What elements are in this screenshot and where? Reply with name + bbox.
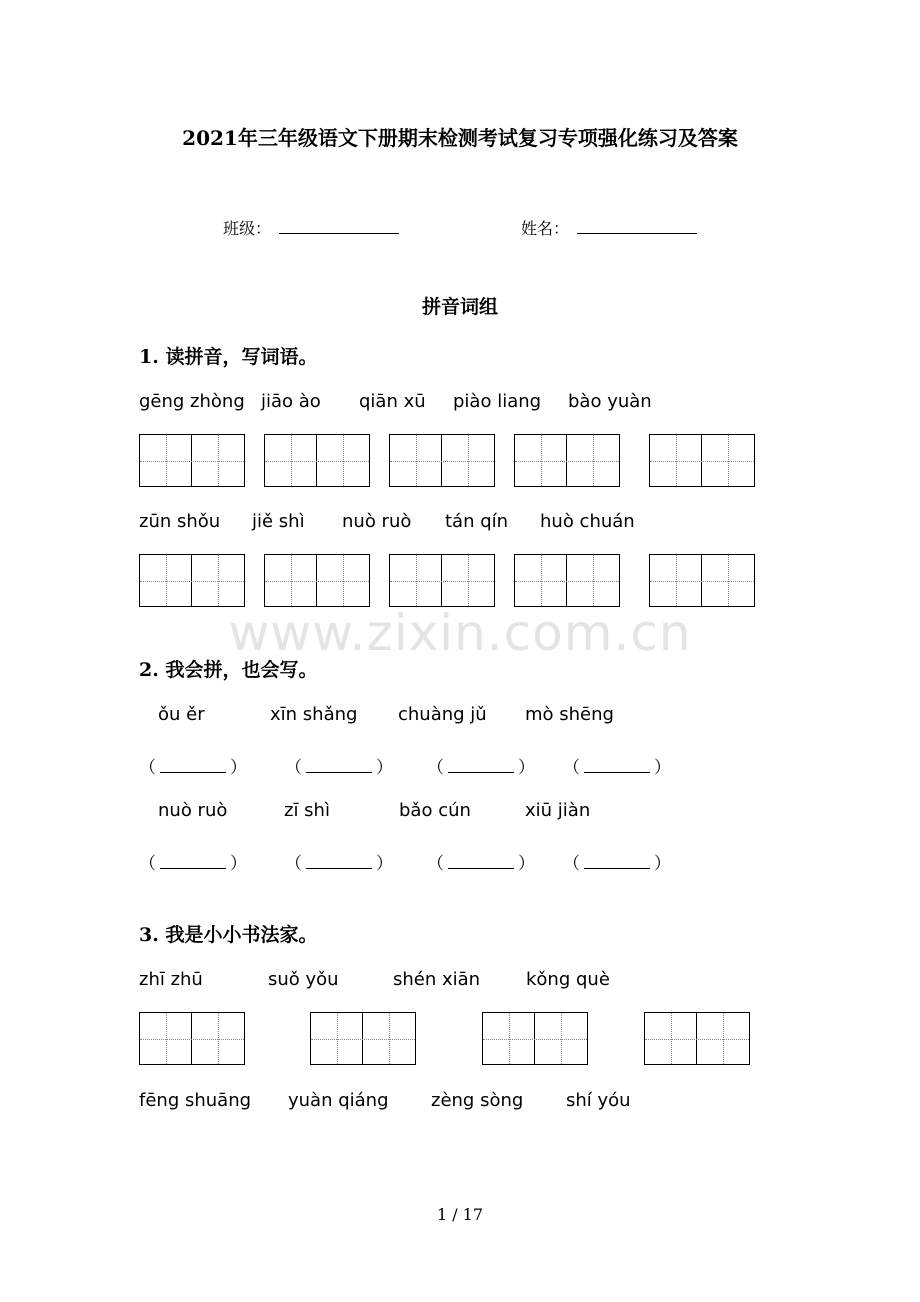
answer-blank[interactable]: （ ） [563,854,671,874]
pinyin: fēng shuāng [139,1090,252,1111]
pinyin: kǒng què [526,969,610,990]
writing-grid[interactable] [139,434,245,487]
name-blank[interactable] [577,233,697,234]
document-title: 2021年三年级语文下册期末检测考试复习专项强化练习及答案 [182,126,738,150]
pinyin: qiān xū [359,391,426,412]
question-1-heading: 1. 读拼音，写词语。 [139,346,318,368]
answer-blank[interactable]: （ ） [427,758,535,778]
answer-blank[interactable]: （ ） [285,854,393,874]
section-title: 拼音词组 [421,296,498,318]
writing-grid[interactable] [389,554,495,607]
pinyin: huò chuán [540,511,635,532]
answer-blank[interactable]: （ ） [285,758,393,778]
pinyin: shí yóu [566,1090,631,1111]
name-label: 姓名： [521,219,570,238]
page-number: 1 / 17 [436,1205,484,1224]
pinyin: suǒ yǒu [268,969,339,990]
pinyin: bào yuàn [568,391,652,412]
pinyin: mò shēng [525,704,614,725]
pinyin: xīn shǎng [270,704,358,725]
pinyin: xiū jiàn [525,800,591,821]
answer-blank[interactable]: （ ） [427,854,535,874]
pinyin: yuàn qiáng [288,1090,389,1111]
pinyin: chuàng jǔ [398,704,487,725]
writing-grid[interactable] [139,1012,245,1065]
writing-grid[interactable] [139,554,245,607]
writing-grid[interactable] [264,434,370,487]
writing-grid[interactable] [310,1012,416,1065]
writing-grid[interactable] [389,434,495,487]
pinyin: zī shì [284,800,330,821]
writing-grid[interactable] [264,554,370,607]
writing-grid[interactable] [514,554,620,607]
pinyin: zūn shǒu [139,511,221,532]
question-3-heading: 3. 我是小小书法家。 [139,924,318,946]
pinyin: jiě shì [252,511,305,532]
writing-grid[interactable] [649,554,755,607]
pinyin: zèng sòng [431,1090,524,1111]
pinyin: bǎo cún [399,800,471,821]
question-2-heading: 2. 我会拼，也会写。 [139,659,318,681]
pinyin: nuò ruò [158,800,228,821]
pinyin: gēng zhòng [139,391,245,412]
answer-blank[interactable]: （ ） [139,758,247,778]
answer-blank[interactable]: （ ） [139,854,247,874]
writing-grid[interactable] [644,1012,750,1065]
writing-grid[interactable] [482,1012,588,1065]
pinyin: nuò ruò [342,511,412,532]
pinyin: jiāo ào [261,391,321,412]
class-label: 班级： [223,219,272,238]
writing-grid[interactable] [514,434,620,487]
pinyin: zhī zhū [139,969,203,990]
watermark: www.zixin.com.cn [228,604,692,662]
pinyin: shén xiān [393,969,481,990]
pinyin: piào liang [453,391,542,412]
class-blank[interactable] [279,233,399,234]
writing-grid[interactable] [649,434,755,487]
pinyin: tán qín [445,511,509,532]
answer-blank[interactable]: （ ） [563,758,671,778]
pinyin: ǒu ěr [158,704,205,725]
